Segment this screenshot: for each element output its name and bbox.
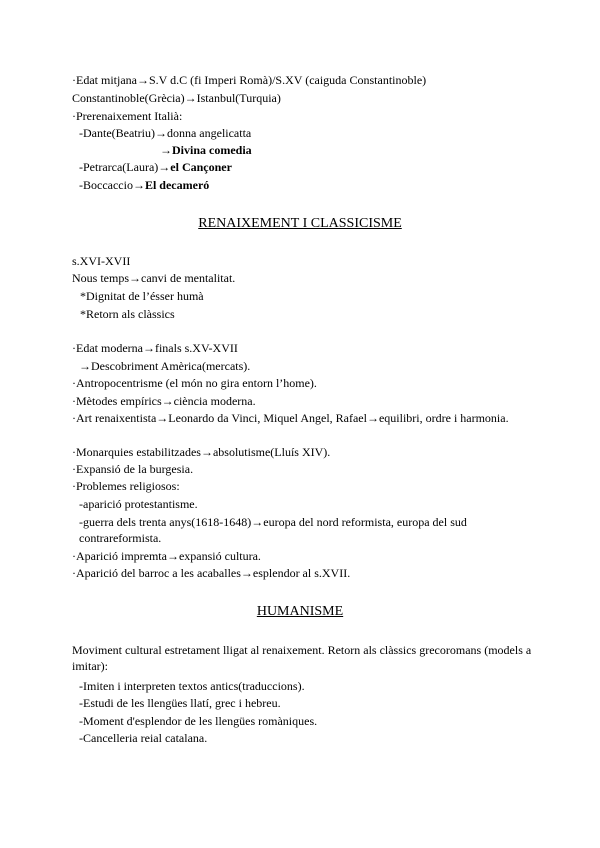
text-problemes: ·Problemes religiosos: <box>72 479 180 493</box>
text-divina-comedia: →Divina comedia <box>160 143 252 157</box>
text-esplendor: -Moment d'esplendor de les llengües romàniques. <box>79 714 318 728</box>
text-imiten: -Imiten i interpreten textos antics(traduccions). <box>79 679 305 693</box>
text-prerenaixement: ·Prerenaixement Italià: <box>72 109 183 123</box>
text-nous-temps: Nous temps→canvi de mentalitat. <box>72 271 236 285</box>
text-barroc: ·Aparició del barroc a les acaballes→esplendor al s.XVII. <box>72 566 351 580</box>
text-monarquies: ·Monarquies estabilitzades→absolutisme(Lluís XIV). <box>72 445 331 459</box>
text-petrarca: -Petrarca(Laura)→el Cançoner <box>79 160 232 174</box>
text-descobriment: →Descobriment Amèrica(mercats). <box>79 359 251 373</box>
text-dante: -Dante(Beatriu)→donna angelicatta <box>79 126 252 140</box>
text-impremta: ·Aparició impremta→expansió cultura. <box>72 549 261 563</box>
heading-renaixement: RENAIXEMENT I CLASSICISME <box>198 216 402 231</box>
heading-humanisme: HUMANISME <box>256 604 344 619</box>
text-dignitat: *Dignitat de l’ésser humà <box>80 289 204 303</box>
text-protestantisme: -aparició protestantisme. <box>79 497 198 511</box>
text-boccaccio: -Boccaccio→El decameró <box>79 178 210 192</box>
text-edat-moderna: ·Edat moderna→finals s.XV-XVII <box>72 341 238 355</box>
text-moviment-cultural: Moviment cultural estretament lligat al renaixement. Retorn als clàssics grecoromans (models a imitar): <box>72 643 532 673</box>
text-art-renaixentista: ·Art renaixentista→Leonardo da Vinci, Miquel Angel, Rafael→equilibri, ordre i harmonia. <box>72 411 509 425</box>
text-edat-mitjana: ·Edat mitjana→S.V d.C (fi Imperi Romà)/S.XV (caiguda Constantinoble) <box>72 73 427 87</box>
text-estudi: -Estudi de les llengües llatí, grec i hebreu. <box>79 696 281 710</box>
text-retorn-classics: *Retorn als clàssics <box>80 307 175 321</box>
text-antropocentrisme: ·Antropocentrisme (el món no gira entorn l’home). <box>72 376 317 390</box>
text-metodes: ·Mètodes empírics→ciència moderna. <box>72 394 256 408</box>
text-guerra-trenta-anys: -guerra dels trenta anys(1618-1648)→europa del nord reformista, europa del sud contrareformista. <box>79 515 467 545</box>
text-constantinoble: Constantinoble(Grècia)→Istanbul(Turquia) <box>72 91 281 105</box>
text-burgesia: ·Expansió de la burgesia. <box>72 462 194 476</box>
text-segles: s.XVI-XVII <box>72 254 131 268</box>
text-cancelleria: -Cancelleria reial catalana. <box>79 731 208 745</box>
